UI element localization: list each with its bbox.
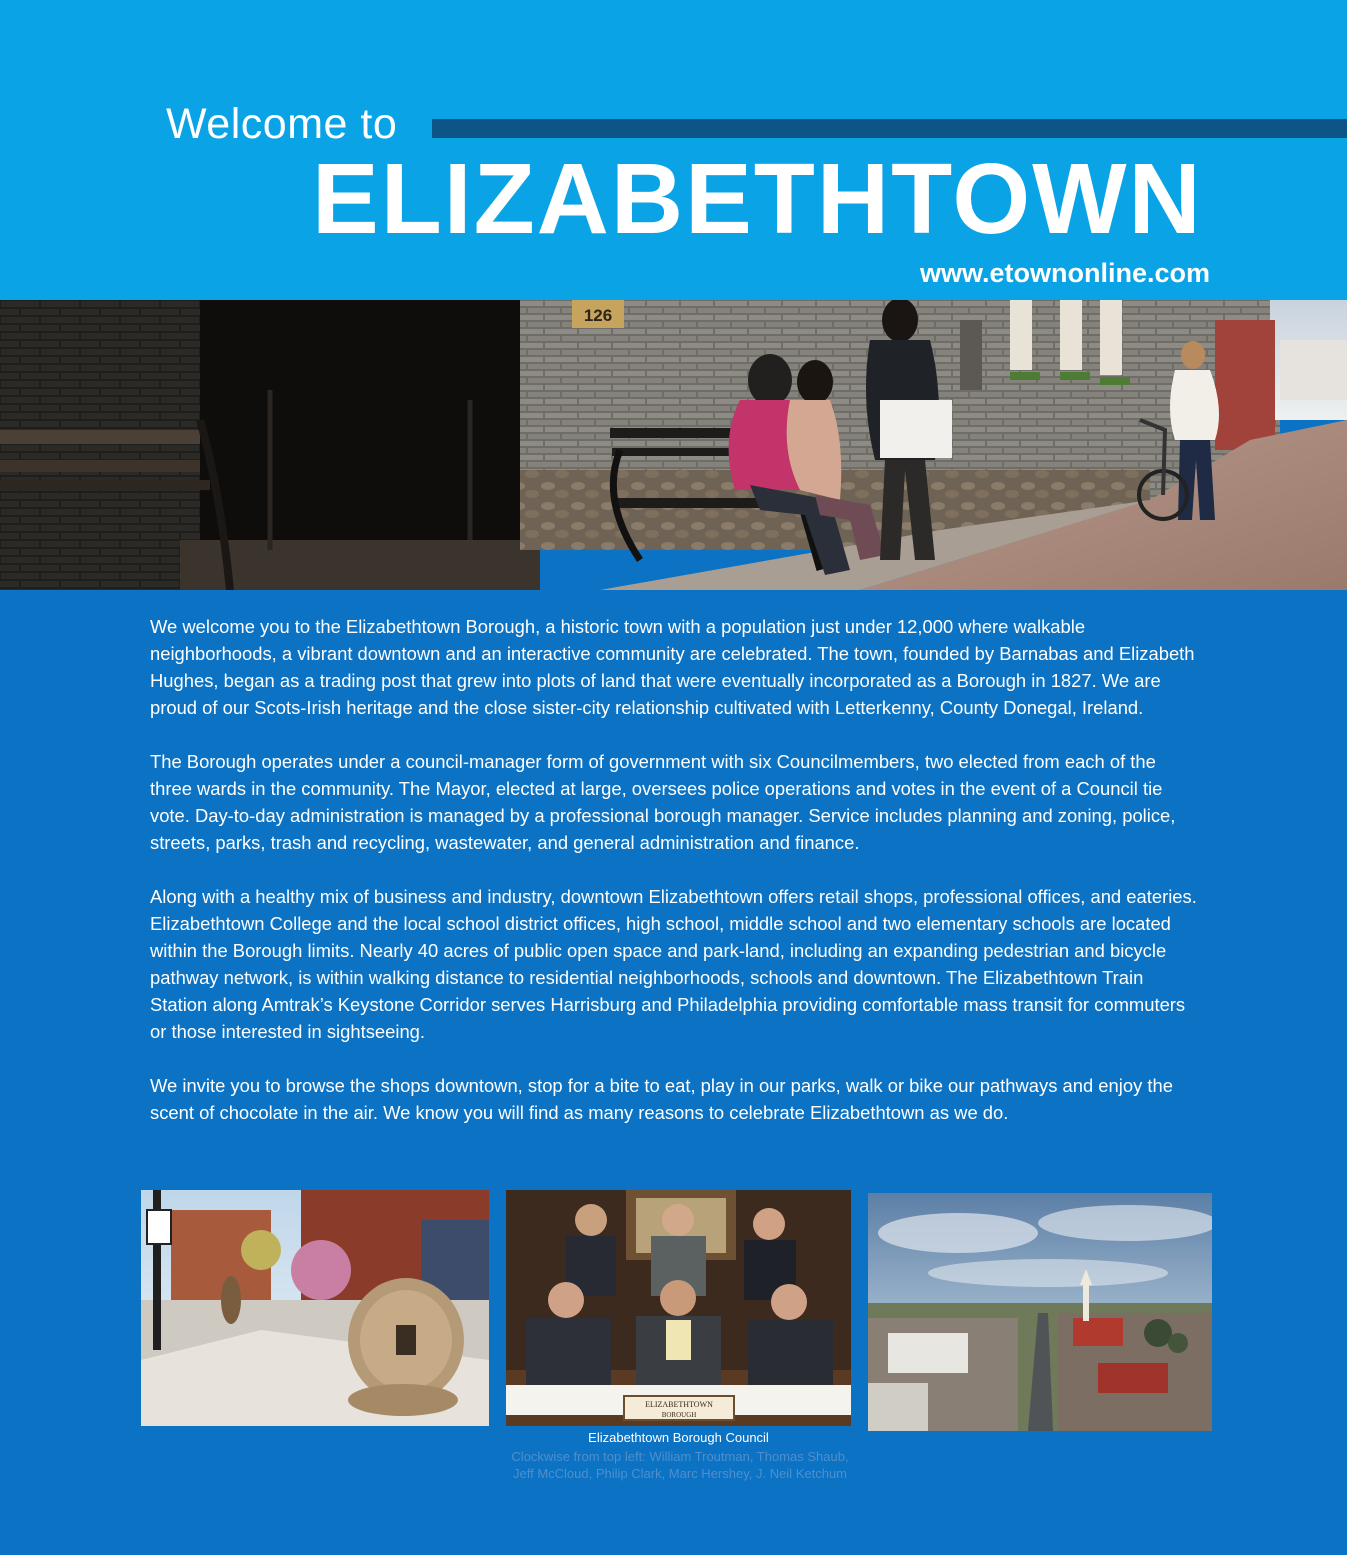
photo-caption-names (460, 1448, 900, 1482)
paragraph-government: The Borough operates under a council-manager form of government with six Councilmembers, two elected from each of the three wards in the community. The Mayor, elected at large, oversees police operations and votes in the event of a Council tie vote. Day-to-day administration is managed by a professional borough manager. Service includes planning and zoning, police, streets, parks, trash and recycling, wastewater, and general administration and finance. (150, 751, 1176, 853)
photo-aerial-town (868, 1193, 1212, 1431)
hero-photo-street-scene (0, 300, 1347, 590)
council-sign-text: ELIZABETHTOWN (645, 1400, 713, 1409)
photo-borough-council (506, 1190, 851, 1426)
photo-caption-title: Elizabethtown Borough Council (588, 1430, 769, 1445)
town-name-title: ELIZABETHTOWN (312, 143, 1203, 255)
welcome-text: Welcome to (166, 100, 398, 148)
intro-text (150, 613, 1200, 1153)
paragraph-amenities: Along with a healthy mix of business and industry, downtown Elizabethtown offers retail shops, professional offices, and eateries. Elizabethtown College and the local school district offices, high school, middle school and two elementary schools are located within the Borough limits. Nearly 40 acres of public open space and park-land, including an expanding pedestrian and bicycle pathway network, is within walking distance to residential neighborhoods, schools and downtown. The Elizabethtown Train Station along Amtrak’s Keystone Corridor serves Harrisburg and Philadelphia providing comfortable mass transit for commuters or those interested in sightseeing. (150, 886, 1197, 1042)
paragraph-invitation: We invite you to browse the shops downtown, stop for a bite to eat, play in our parks, walk or bike our pathways and enjoy the scent of chocolate in the air. We know you will find as many reasons to celebrate Elizabethtown as we do. (150, 1075, 1173, 1123)
website-url[interactable]: www.etownonline.com (919, 258, 1210, 288)
header-accent-bar (432, 119, 1347, 138)
paragraph-history: We welcome you to the Elizabethtown Borough, a historic town with a population just under 12,000 where walkable neighborhoods, a vibrant downtown and an interactive community are celebrated. The town, founded by Barnabas and Elizabeth Hughes, began as a trading post that grew into plots of land that were eventually incorporated as a Borough in 1827. We are proud of our Scots-Irish heritage and the close sister-city relationship cultivated with Letterkenny, County Donegal, Ireland. (150, 616, 1195, 718)
council-sign-subtext: BOROUGH (661, 1411, 697, 1419)
caption-line-1: Clockwise from top left: William Troutman, Thomas Shaub, (511, 1449, 849, 1464)
photo-millstone-plaza (141, 1190, 489, 1426)
header-banner (0, 0, 1347, 300)
door-number: 126 (583, 306, 613, 325)
caption-line-2: Jeff McCloud, Philip Clark, Marc Hershey, J. Neil Ketchum (512, 1466, 847, 1481)
